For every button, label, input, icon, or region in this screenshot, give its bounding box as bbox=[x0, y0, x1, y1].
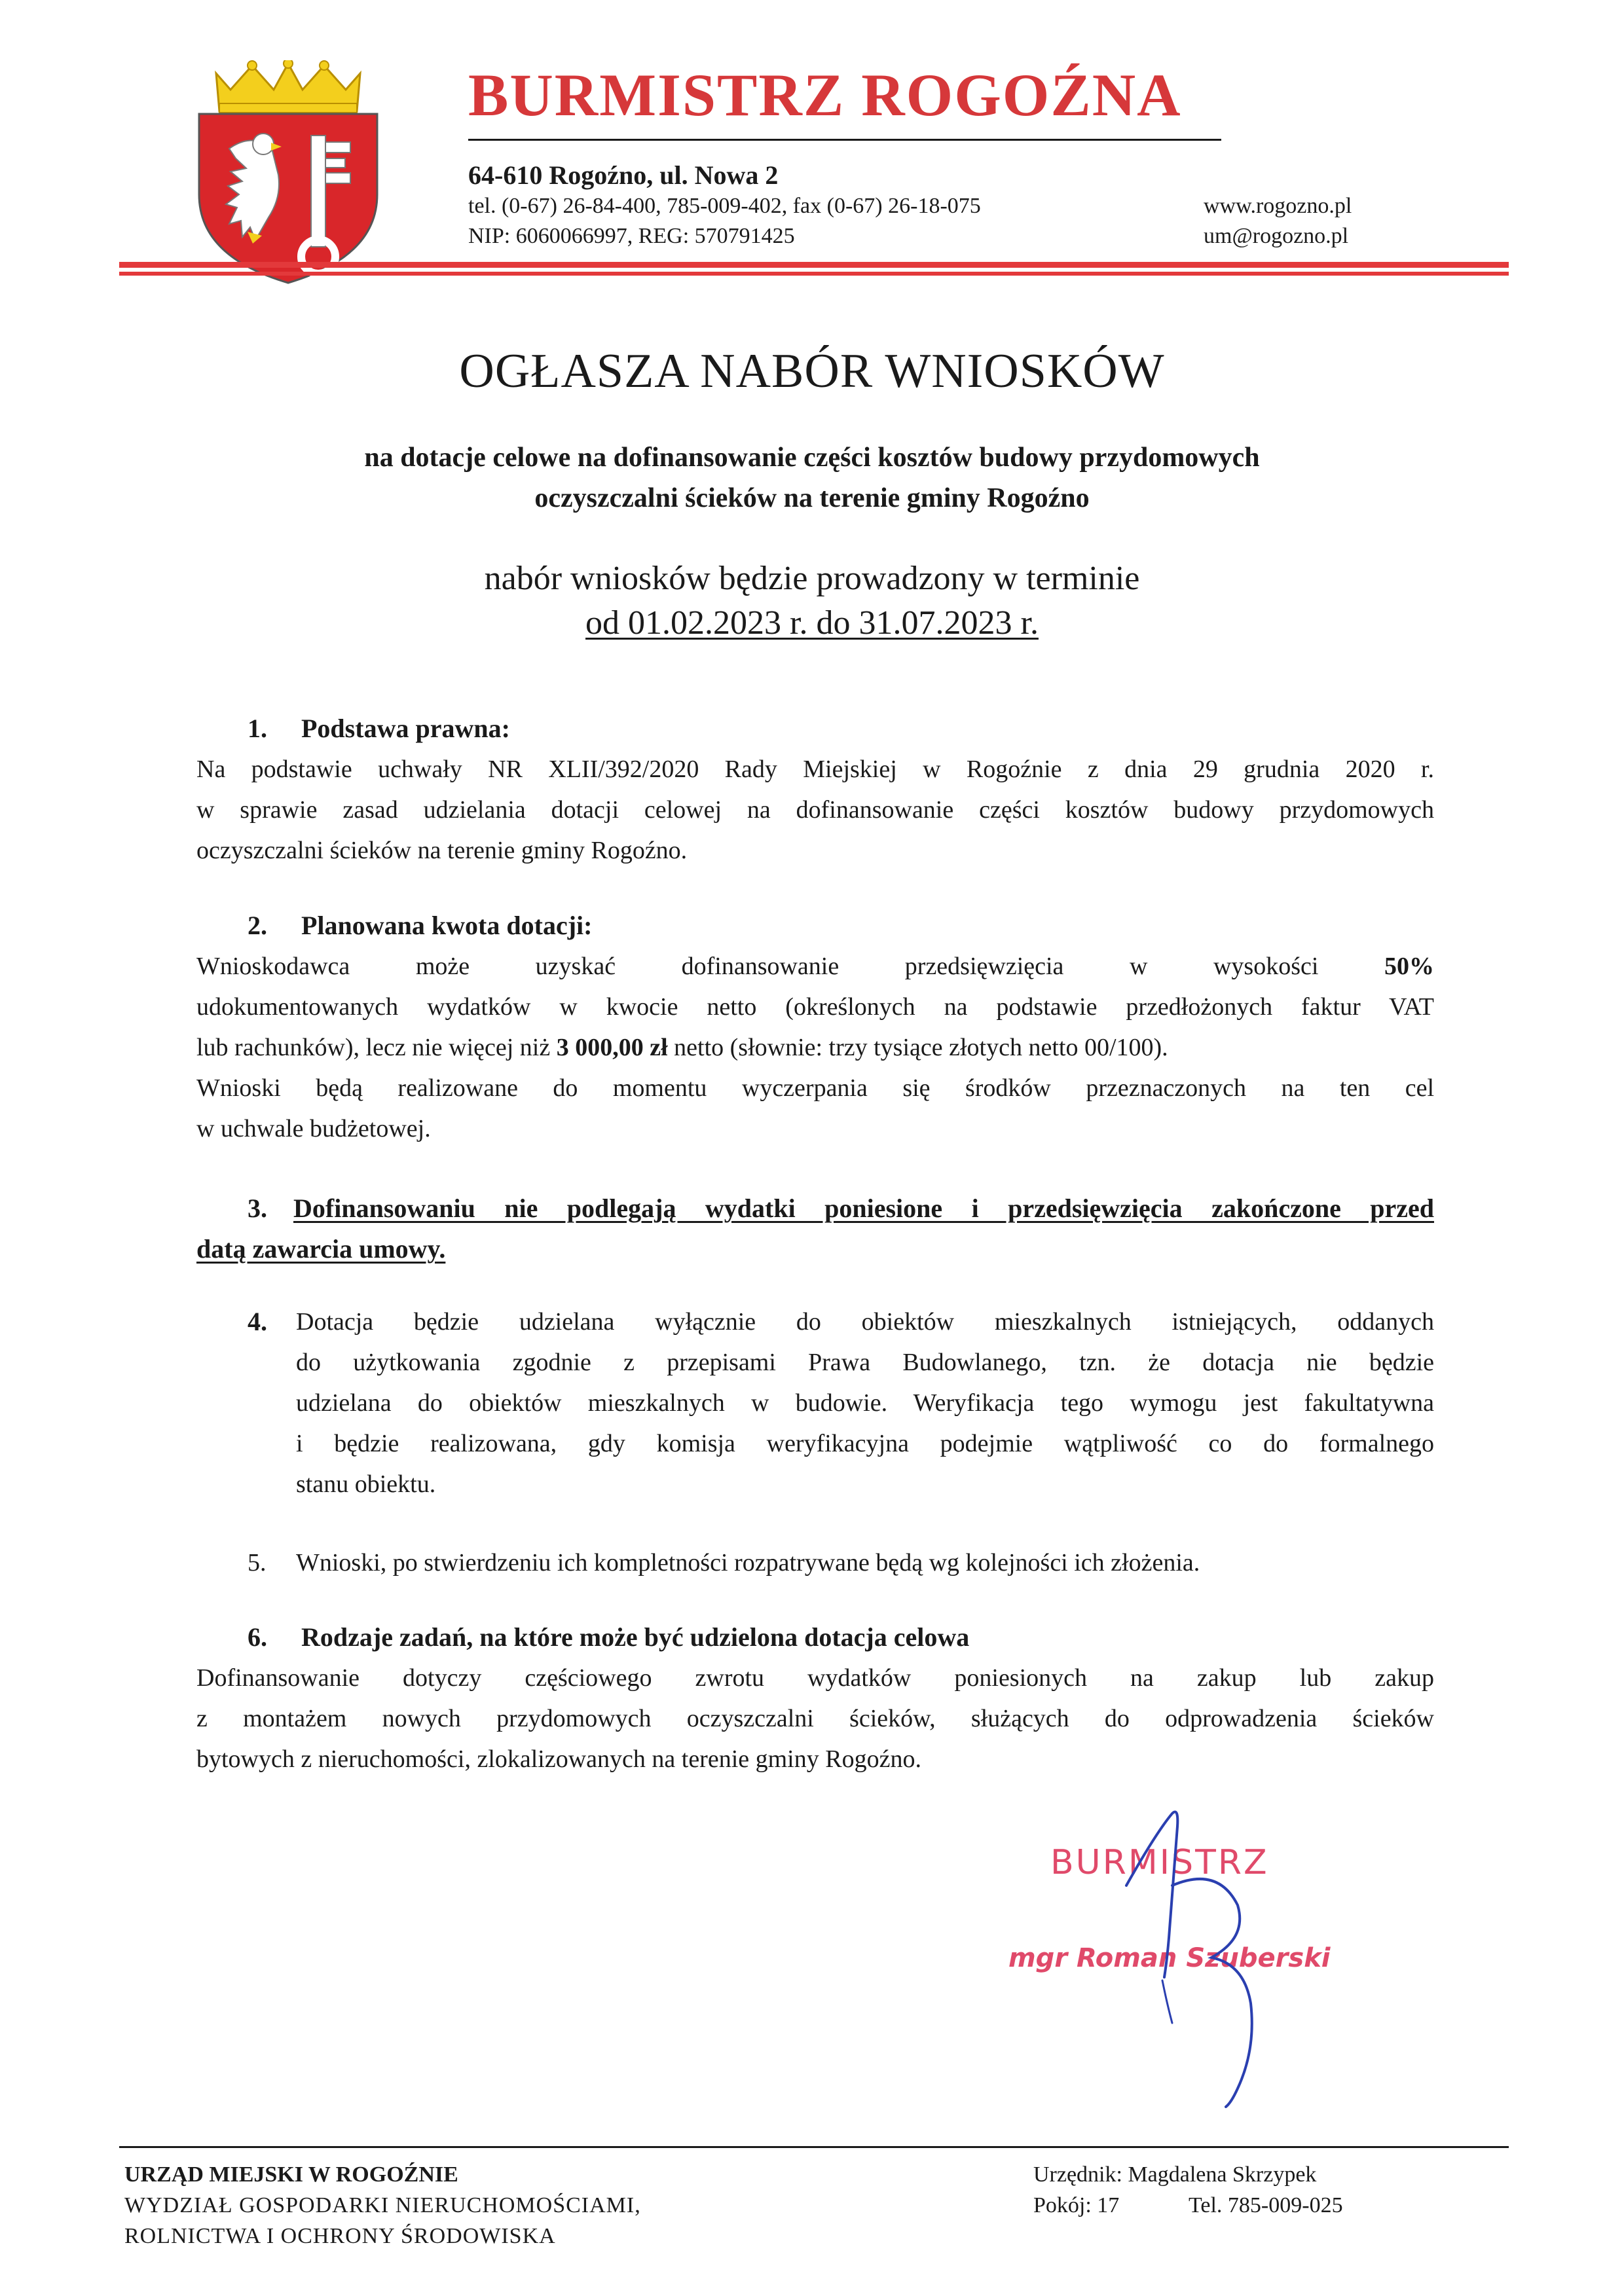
body-line: do użytkowania zgodnie z przepisami Prawa Budowlanego, tzn. że dotacja nie będzie bbox=[296, 1349, 1434, 1376]
body-text: Wnioskodawca może uzyskać dofinansowanie przedsięwzięcia w wysokości bbox=[196, 953, 1319, 980]
footer-room: Pokój: 17 bbox=[1033, 2193, 1120, 2217]
body-line bbox=[196, 946, 1434, 987]
office-nip: NIP: 6060066997, REG: 570791425 bbox=[468, 224, 795, 248]
section-3-text: datą zawarcia umowy. bbox=[196, 1234, 446, 1264]
body-line: w sprawie zasad udzielania dotacji celowej na dofinansowanie części kosztów budowy przydomowych bbox=[196, 796, 1434, 824]
footer-department: ROLNICTWA I OCHRONY ŚRODOWISKA bbox=[124, 2224, 556, 2248]
footer-office: URZĄD MIEJSKI W ROGOŹNIE bbox=[124, 2162, 458, 2187]
signature-icon bbox=[1048, 1807, 1323, 2108]
section-heading-text: Rodzaje zadań, na które może być udzielona dotacja celowa bbox=[301, 1622, 970, 1652]
stamp-title: BURMISTRZ bbox=[1050, 1843, 1269, 1882]
body-line: z montażem nowych przydomowych oczyszczalni ścieków, służących do odprowadzenia ścieków bbox=[196, 1705, 1434, 1732]
section-heading-text: Podstawa prawna: bbox=[301, 714, 510, 743]
application-period bbox=[0, 556, 1624, 646]
body-line: stanu obiektu. bbox=[296, 1470, 436, 1498]
section-3-line bbox=[196, 1188, 1434, 1229]
period-dates: od 01.02.2023 r. do 31.07.2023 r. bbox=[585, 604, 1039, 642]
section-number: 4. bbox=[248, 1307, 267, 1336]
section-3 bbox=[196, 1188, 1434, 1269]
body-line: bytowych z nieruchomości, zlokalizowanych na terenie gminy Rogoźno. bbox=[196, 1745, 921, 1773]
section-6 bbox=[196, 1617, 1434, 1779]
body-line: udzielana do obiektów mieszkalnych w budowie. Weryfikacja tego wymogu jest fakultatywna bbox=[296, 1389, 1434, 1417]
document-subtitle bbox=[131, 437, 1493, 519]
section-2-heading bbox=[196, 905, 1434, 946]
subtitle-line: oczyszczalni ścieków na terenie gminy Rogoźno bbox=[534, 483, 1090, 513]
body-text: netto (słownie: trzy tysiące złotych netto 00/100). bbox=[674, 1034, 1168, 1061]
section-number: 1. bbox=[248, 714, 267, 743]
section-heading-text: Planowana kwota dotacji: bbox=[301, 911, 593, 940]
subsidy-amount: 3 000,00 zł bbox=[556, 1034, 668, 1061]
section-4 bbox=[296, 1302, 1434, 1504]
document-title: OGŁASZA NABÓR WNIOSKÓW bbox=[459, 344, 1165, 398]
stamp-name: mgr Roman Szuberski bbox=[1008, 1943, 1331, 1973]
subsidy-percent: 50% bbox=[1384, 953, 1435, 980]
footer-clerk: Urzędnik: Magdalena Skrzypek bbox=[1033, 2162, 1317, 2187]
office-address: 64-610 Rogoźno, ul. Nowa 2 bbox=[468, 160, 779, 190]
body-line: udokumentowanych wydatków w kwocie netto (określonych na podstawie przedłożonych faktur VAT bbox=[196, 993, 1434, 1021]
office-phone: tel. (0-67) 26-84-400, 785-009-402, fax (0-67) 26-18-075 bbox=[468, 194, 981, 218]
section-1-heading bbox=[196, 708, 1434, 749]
body-line: Dotacja będzie udzielana wyłącznie do obiektów mieszkalnych istniejących, oddanych bbox=[296, 1308, 1434, 1336]
section-1 bbox=[196, 708, 1434, 871]
period-line: nabór wniosków będzie prowadzony w terminie bbox=[484, 560, 1140, 597]
body-line: Wnioski będą realizowane do momentu wyczerpania się środków przeznaczonych na ten cel bbox=[196, 1074, 1434, 1102]
section-number: 3. bbox=[248, 1194, 267, 1223]
header-rule bbox=[468, 139, 1221, 141]
footer-department: WYDZIAŁ GOSPODARKI NIERUCHOMOŚCIAMI, bbox=[124, 2193, 641, 2217]
footer-phone: Tel. 785-009-025 bbox=[1189, 2193, 1343, 2217]
section-3-text: Dofinansowaniu nie podlegają wydatki poniesione i przedsięwzięcia zakończone przed bbox=[293, 1194, 1434, 1223]
section-2 bbox=[196, 905, 1434, 1149]
section-number: 2. bbox=[248, 911, 267, 940]
body-line: Na podstawie uchwały NR XLII/392/2020 Rady Miejskiej w Rogoźnie z dnia 29 grudnia 2020 r. bbox=[196, 756, 1434, 783]
body-line: i będzie realizowana, gdy komisja weryfikacyjna podejmie wątpliwość co do formalnego bbox=[296, 1430, 1434, 1457]
footer-rule bbox=[119, 2146, 1509, 2148]
section-3-line bbox=[196, 1229, 1434, 1269]
body-line: oczyszczalni ścieków na terenie gminy Rogoźno. bbox=[196, 837, 688, 864]
section-number: 5. bbox=[248, 1549, 267, 1576]
body-text: lub rachunków), lecz nie więcej niż bbox=[196, 1034, 551, 1061]
header-band-thick bbox=[119, 262, 1509, 268]
body-line bbox=[196, 1027, 1434, 1068]
rogozno-coat-of-arms-icon bbox=[190, 60, 386, 286]
body-line: w uchwale budżetowej. bbox=[196, 1115, 431, 1142]
body-line: Dofinansowanie dotyczy częściowego zwrotu wydatków poniesionych na zakup lub zakup bbox=[196, 1664, 1434, 1692]
subtitle-line: na dotacje celowe na dofinansowanie części kosztów budowy przydomowych bbox=[364, 443, 1260, 473]
section-6-heading bbox=[196, 1617, 1434, 1658]
section-5 bbox=[296, 1542, 1434, 1583]
header-band-thin bbox=[119, 272, 1509, 276]
office-website[interactable]: www.rogozno.pl bbox=[1204, 194, 1352, 218]
office-title: BURMISTRZ ROGOŹNA bbox=[468, 62, 1182, 128]
office-email[interactable]: um@rogozno.pl bbox=[1204, 224, 1349, 248]
section-number: 6. bbox=[248, 1622, 267, 1652]
body-line: Wnioski, po stwierdzeniu ich kompletności rozpatrywane będą wg kolejności ich złożenia. bbox=[296, 1549, 1200, 1576]
